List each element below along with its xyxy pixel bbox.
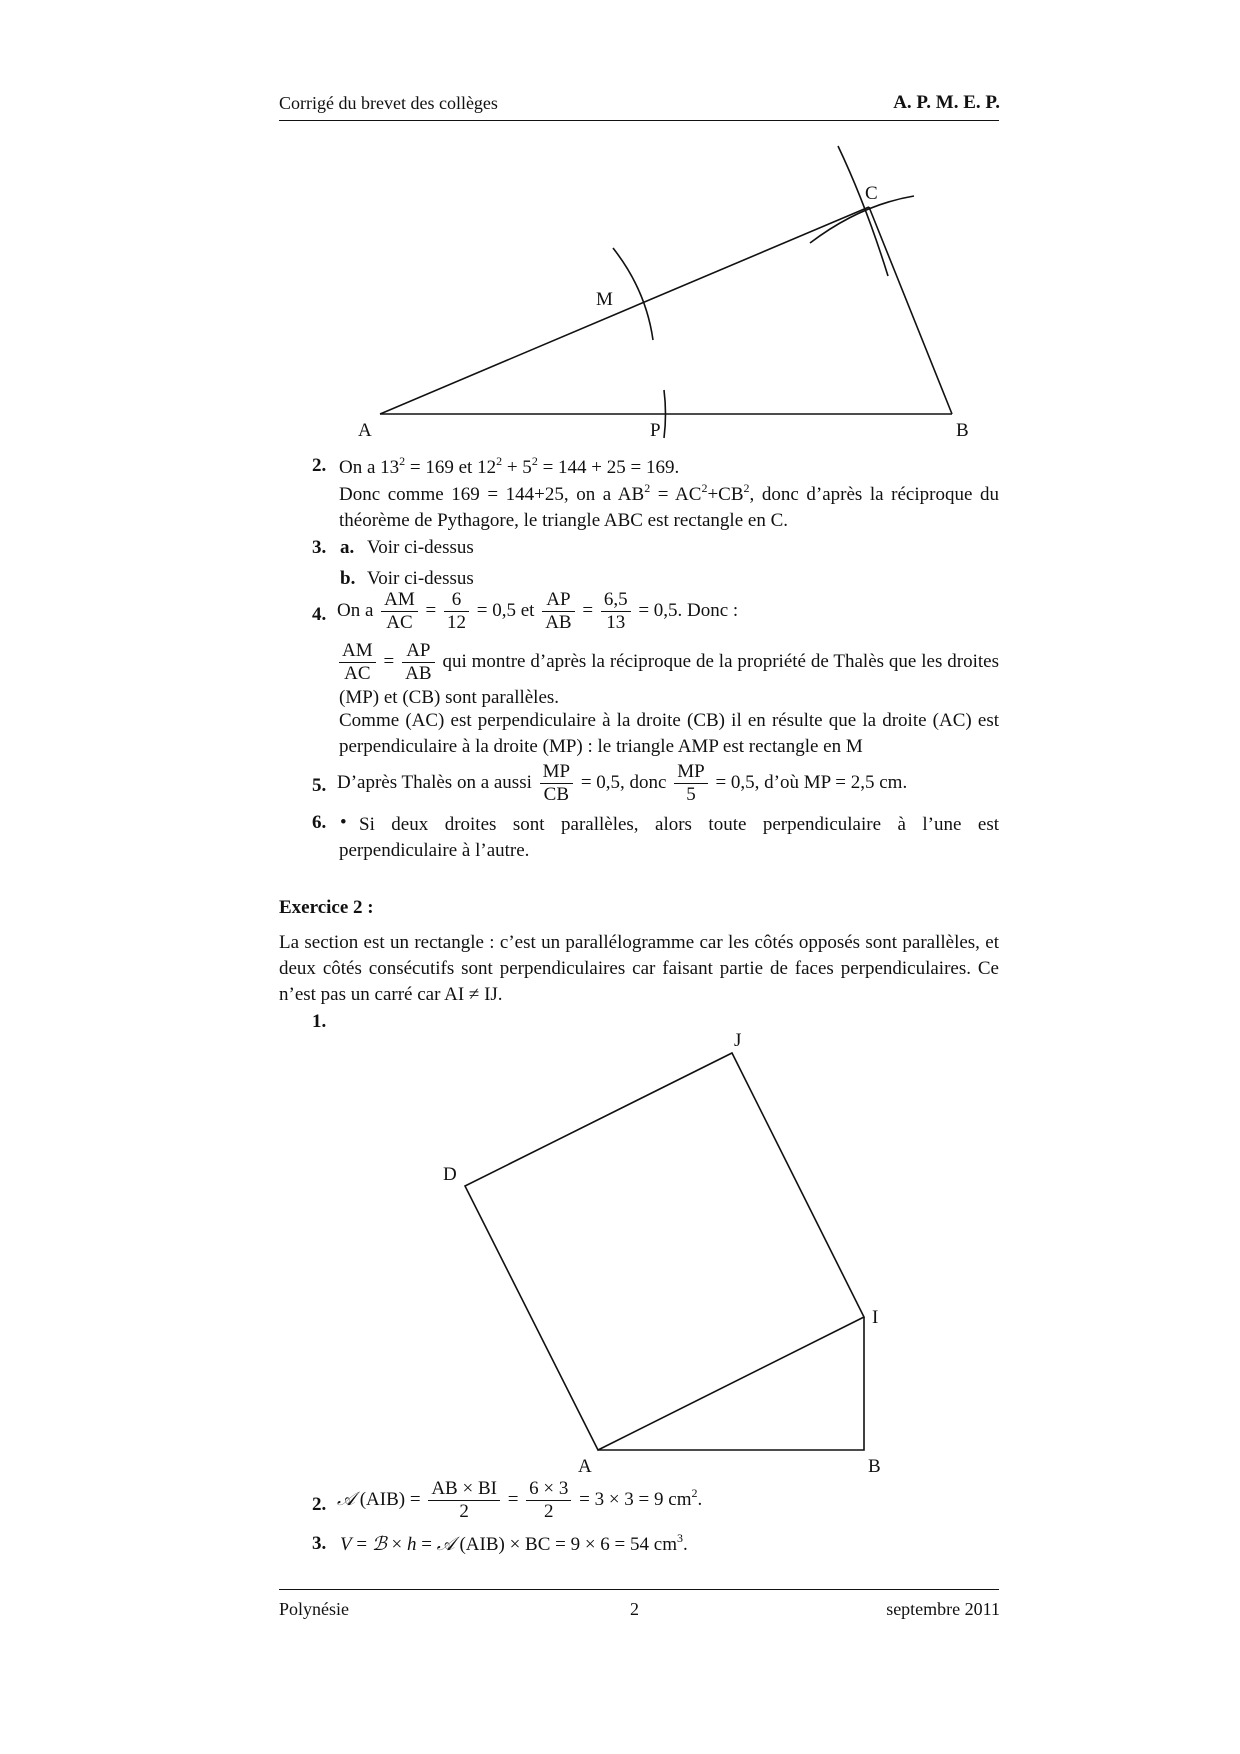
q2-line1: On a $13^2 = 169$ et $12^2 + 5^2 = 144 + 25 = 169$. (339, 454, 680, 478)
fraction-am-ac: $\frac{AM}{AC}$ (381, 589, 418, 634)
footer-rule (279, 1589, 999, 1590)
fraction-abxbi-2: $\frac{AB \times BI}{2}$ (428, 1478, 500, 1523)
label-a: A (578, 1456, 592, 1477)
q3a-text: Voir ci-dessus (367, 537, 474, 558)
arc-m (613, 248, 653, 340)
fraction-mp-cb: $\frac{MP}{CB}$ (540, 761, 573, 806)
label-m: M (596, 289, 613, 310)
q3-number: 3. (312, 537, 327, 558)
q3b-text: Voir ci-dessus (367, 568, 474, 589)
exercise2-title: Exercice 2 : (279, 897, 374, 918)
fraction-ap-ab-2: $\frac{AP}{AB}$ (402, 640, 434, 685)
triangle-abc-figure (0, 0, 1240, 460)
exercise2-intro: La section est un rectangle : c’est un parallélogramme car les côtés opposés sont parallèles, et deux côtés consécutifs sont perpendiculaires car faisant partie de faces perpendiculaires. Ce n’est pas un carré car AI ≠ IJ. (279, 932, 999, 1005)
header-publisher: A. P. M. E. P. (893, 92, 1000, 113)
label-a: A (358, 420, 372, 441)
footer-location: Polynésie (279, 1599, 349, 1619)
label-j: J (734, 1030, 742, 1051)
rectangle-section-figure (0, 1020, 1240, 1480)
ex2-q1-number: 1. (312, 1011, 327, 1032)
q4-line3: Comme (AC) est perpendiculaire à la droite (CB) il en résulte que la droite (AC) est perpendiculaire à la droite (MP) : le triangle AMP est rectangle en M (339, 710, 999, 757)
q6-text: Si deux droites sont parallèles, alors toute perpendiculaire à l’une est perpendiculaire à l’autre. (339, 814, 999, 861)
segment-cb (869, 207, 952, 414)
q6-number: 6. (312, 812, 327, 833)
ex2-q2-line: 𝒜 (AIB) = $\frac{AB \times BI}{2}$ = $\frac{6 \times 3}{2}$ = 3 × 3 = 9 $cm^2$. (337, 1478, 703, 1522)
fraction-mp-5: $\frac{MP}{5}$ (674, 761, 707, 806)
q2-line2: Donc comme 169 = 144+25, on a $AB^2 = AC^2+CB^2$, donc d’après la réciproque du théorème de Pythagore, le triangle ABC est rectangle en C. (339, 481, 999, 531)
fraction-am-ac-2: $\frac{AM}{AC}$ (339, 640, 376, 685)
fraction-65-13: $\frac{6,5}{13}$ (601, 589, 631, 634)
fraction-ap-ab: $\frac{AP}{AB}$ (542, 589, 574, 634)
q3b-number: b. (340, 568, 356, 589)
q5-line: D’après Thalès on a aussi $\frac{MP}{CB}$ = 0,5, donc $\frac{MP}{5}$ = 0,5, d’où MP = 2,5 cm. (337, 761, 908, 805)
label-b: B (956, 420, 969, 441)
q4-number: 4. (312, 604, 327, 625)
label-b: B (868, 1456, 881, 1477)
ex2-q3-number: 3. (312, 1533, 327, 1554)
label-i: I (872, 1307, 879, 1328)
footer-date: septembre 2011 (886, 1599, 1000, 1619)
label-p: P (650, 420, 661, 441)
label-c: C (865, 183, 878, 204)
q4-line1: On a $\frac{AM}{AC}$ = $\frac{6}{12}$ = 0,5 et $\frac{AP}{AB}$ = $\frac{6,5}{13}$ = 0,5. Donc : (337, 589, 739, 633)
label-d: D (443, 1164, 457, 1185)
ex2-q3-line: V = ℬ × h = 𝒜 (AIB) × BC = 9 × 6 = 54 $cm^3$. (340, 1531, 688, 1555)
q3a-number: a. (340, 537, 355, 558)
page-number: 2 (630, 1599, 639, 1619)
fraction-6x3-2: $\frac{6 \times 3}{2}$ (526, 1478, 571, 1523)
header-title: Corrigé du brevet des collèges (279, 93, 498, 113)
q4-line2: $\frac{AM}{AC}$ = $\frac{AP}{AB}$ qui montre d’après la réciproque de la propriété de Thalès que les droites (MP) et (CB) sont parallèles. (339, 640, 999, 708)
segment-ac (380, 207, 869, 414)
q2-number: 2. (312, 455, 327, 476)
q6-bullet: • (340, 812, 347, 833)
q5-number: 5. (312, 775, 327, 796)
rectangle-adji (465, 1053, 864, 1450)
ex2-q2-number: 2. (312, 1494, 327, 1515)
fraction-6-12: $\frac{6}{12}$ (444, 589, 469, 634)
